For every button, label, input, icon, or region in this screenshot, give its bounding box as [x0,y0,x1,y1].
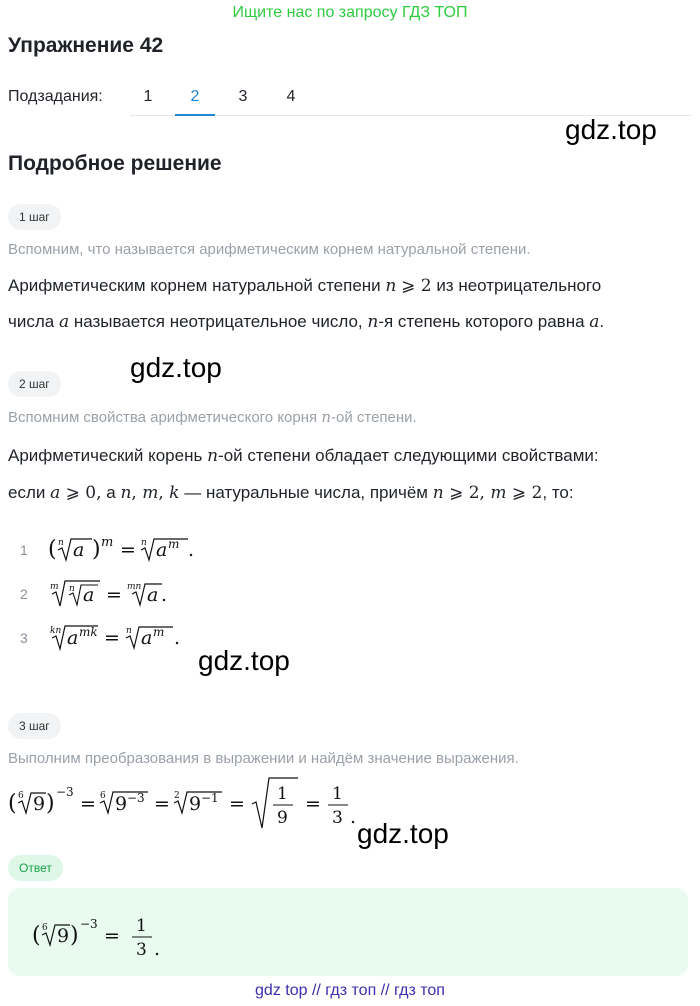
svg-text:n: n [141,538,147,548]
text-fragment: из неотрицательного [436,276,602,295]
svg-text:): ) [92,537,101,562]
text-fragment: а [106,483,116,502]
svg-text:1: 1 [277,784,288,804]
math-inline: a [58,312,70,332]
svg-text:a: a [67,627,79,649]
svg-text:9: 9 [57,925,70,947]
text-fragment: если [8,483,46,502]
text-fragment: Вспомним свойства арифметического корня [8,409,318,426]
svg-text:6: 6 [100,791,106,801]
step-text [8,274,601,298]
svg-text:): ) [46,791,55,816]
text-fragment: числа [8,312,55,331]
tab-4[interactable]: 4 [286,88,296,105]
svg-text:6: 6 [18,791,24,801]
svg-text:=: = [154,793,170,815]
math-inline: n ⩾ 2, m ⩾ 2 [432,483,543,503]
text-fragment: -ой степени обладает следующими свойствами: [218,446,599,465]
page-title: Упражнение 42 [8,34,164,57]
svg-text:.: . [154,938,161,960]
svg-text:): ) [70,923,79,948]
tab-3[interactable]: 3 [238,88,248,105]
watermark: gdz.top [198,645,290,676]
svg-text:.: . [161,584,168,606]
math-inline: ⩾ 2 [401,276,432,296]
svg-text:−3: −3 [80,917,98,931]
svg-text:a: a [147,584,159,606]
svg-text:(: ( [48,537,57,562]
step-badge: 1 шаг [8,204,61,230]
svg-text:a: a [141,627,153,649]
text-fragment: называется неотрицательное число, [73,312,363,331]
text-fragment: — натуральные числа, причём [184,483,428,502]
watermark: gdz.top [357,818,449,849]
svg-text:n: n [126,626,132,636]
svg-text:.: . [174,627,181,649]
svg-text:=: = [80,793,96,815]
svg-text:mn: mn [127,582,142,592]
math-inline: n [367,312,379,332]
svg-text:mk: mk [79,625,98,639]
svg-text:m: m [168,537,180,551]
svg-text:−3: −3 [56,785,74,799]
tab-2[interactable]: 2 [175,88,215,106]
step-hint: Выполним преобразования в выражении и найдём значение выражения. [8,750,519,767]
footer-links[interactable]: gdz top // гдз топ // гдз топ [255,982,445,999]
svg-text:n: n [58,538,64,548]
svg-text:9: 9 [277,808,288,828]
svg-text:=: = [106,584,122,606]
formula-step-3 [8,772,368,832]
step-hint: Вспомним, что называется арифметическим корнем натуральной степени. [8,241,531,258]
svg-text:1: 1 [332,784,343,804]
svg-text:m: m [101,535,114,550]
step-hint [8,408,417,426]
svg-text:3: 3 [332,808,343,828]
svg-text:n: n [69,584,75,594]
step-text: числа a называется неотрицательное число, n-я степень которого равна a. [8,312,605,332]
step-text [8,444,599,468]
text-fragment: Арифметическим корнем натуральной степени [8,276,381,295]
svg-text:−1: −1 [201,791,219,805]
math-inline: n, m, k [120,483,180,503]
step-text [8,481,574,505]
svg-text:6: 6 [42,923,48,933]
watermark: gdz.top [565,114,657,145]
svg-text:9: 9 [115,793,128,815]
svg-text:m: m [50,582,59,592]
svg-text:=: = [104,627,120,649]
svg-text:9: 9 [33,793,46,815]
math-inline: n [207,446,219,466]
property-number: 1 [20,542,28,558]
text-fragment: Арифметический корень [8,446,203,465]
svg-text:−3: −3 [127,791,145,805]
property-number: 3 [20,630,28,646]
svg-text:(: ( [32,923,41,948]
math-inline: n [321,408,331,426]
svg-text:3: 3 [136,940,147,960]
svg-text:1: 1 [136,916,147,936]
step-badge: 3 шаг [8,713,61,739]
formula-property-2 [48,578,238,612]
svg-text:m: m [153,625,165,639]
svg-text:9: 9 [189,793,202,815]
tab-1[interactable]: 1 [143,88,153,105]
step-badge: 2 шаг [8,371,61,397]
answer-formula [32,904,192,964]
solution-heading: Подробное решение [8,152,222,175]
svg-text:=: = [229,793,245,815]
subtasks-label: Подзадания: [8,88,103,105]
property-number: 2 [20,586,28,602]
svg-text:a: a [83,584,95,606]
math-inline: a [589,312,600,332]
svg-text:a: a [73,539,85,561]
answer-badge: Ответ [8,855,63,881]
formula-property-1 [48,534,238,568]
svg-text:=: = [120,539,136,561]
promo-text[interactable]: Ищите нас по запросу ГДЗ ТОП [232,4,468,21]
svg-text:=: = [305,793,321,815]
text-fragment: -ой степени. [330,409,417,426]
text-fragment: , то: [542,483,574,502]
math-inline: a ⩾ 0, [50,483,102,503]
svg-text:.: . [350,806,357,828]
svg-text:kn: kn [50,626,62,636]
svg-text:.: . [188,539,195,561]
math-inline: n [385,276,397,296]
answer-box [8,888,688,976]
svg-text:a: a [156,539,168,561]
svg-text:2: 2 [174,791,180,801]
watermark: gdz.top [130,352,222,383]
svg-text:=: = [104,925,120,947]
svg-text:(: ( [8,791,17,816]
text-fragment: -я степень которого равна [378,312,585,331]
